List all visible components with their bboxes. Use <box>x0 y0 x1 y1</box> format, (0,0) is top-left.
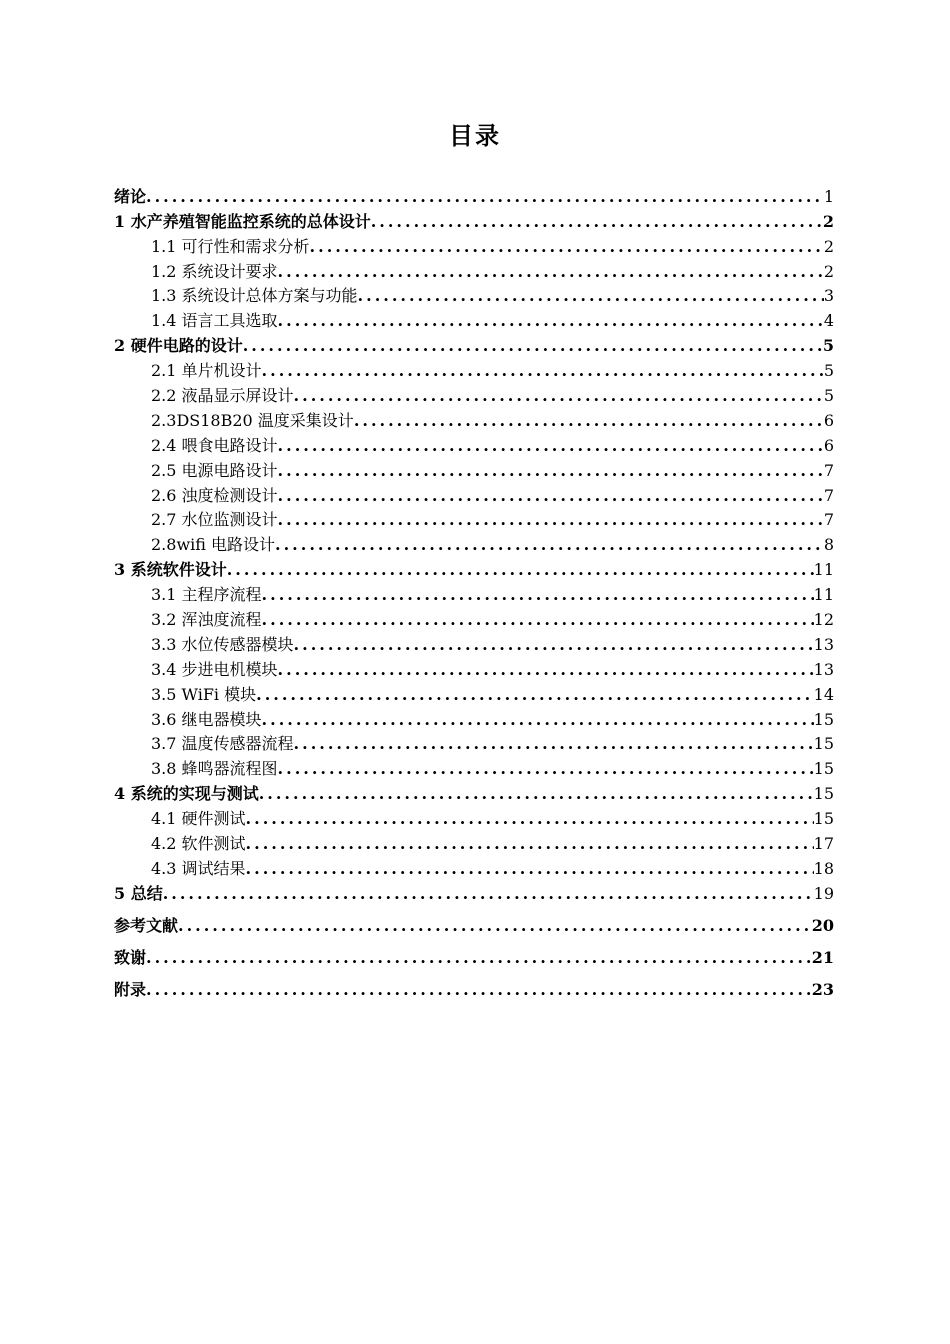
toc-entry[interactable] <box>114 936 834 968</box>
toc-entry[interactable] <box>114 854 834 879</box>
leader-dots <box>246 809 814 829</box>
toc-entry[interactable] <box>114 207 834 232</box>
toc-entry[interactable] <box>114 506 834 531</box>
leader-dots <box>163 884 814 904</box>
toc-label: 3.3 水位传感器模块 <box>151 634 294 654</box>
leader-dots <box>278 510 824 530</box>
toc-entry[interactable] <box>114 730 834 755</box>
toc-label: 附录 <box>114 979 147 999</box>
leader-dots <box>275 535 824 555</box>
leader-dots <box>371 212 823 232</box>
leader-dots <box>278 311 824 331</box>
toc-entry[interactable] <box>114 406 834 431</box>
leader-dots <box>178 916 812 936</box>
toc-label: 2.4 喂食电路设计 <box>151 435 278 455</box>
toc-entry[interactable] <box>114 356 834 381</box>
toc-page-number: 7 <box>823 460 834 480</box>
toc-entry[interactable] <box>114 456 834 481</box>
toc-page-number: 19 <box>813 883 834 903</box>
leader-dots <box>256 685 814 705</box>
toc-entry[interactable] <box>114 680 834 705</box>
toc-page-number: 23 <box>811 979 834 999</box>
leader-dots <box>278 660 814 680</box>
toc-page-number: 14 <box>813 684 834 704</box>
toc-page-number: 21 <box>811 947 834 967</box>
toc-page-number: 8 <box>823 535 834 555</box>
leader-dots <box>146 187 824 207</box>
toc-page-number: 3 <box>823 286 834 306</box>
leader-dots <box>278 436 824 456</box>
toc-entry[interactable] <box>114 331 834 356</box>
toc-label: 1.1 可行性和需求分析 <box>151 236 310 256</box>
toc-page-number: 13 <box>813 659 834 679</box>
toc-page-number: 2 <box>823 236 834 256</box>
toc-entry[interactable] <box>114 630 834 655</box>
toc-label: 3.5 WiFi 模块 <box>151 684 257 704</box>
toc-page-number: 2 <box>822 211 834 231</box>
toc-entry[interactable] <box>114 555 834 580</box>
leader-dots <box>146 948 812 968</box>
toc-label: 3.8 蜂鸣器流程图 <box>151 759 278 779</box>
toc-label: 2.5 电源电路设计 <box>151 460 278 480</box>
toc-label: 1 水产养殖智能监控系统的总体设计 <box>114 211 371 231</box>
toc-entry[interactable] <box>114 381 834 406</box>
toc-entry[interactable] <box>114 431 834 456</box>
toc-page-number: 2 <box>823 261 834 281</box>
toc-page-number: 15 <box>813 709 834 729</box>
leader-dots <box>358 286 824 306</box>
page-title: 目录 <box>449 122 501 150</box>
toc-label: 1.4 语言工具选取 <box>151 311 278 331</box>
leader-dots <box>278 461 824 481</box>
toc-label: 3.7 温度传感器流程 <box>151 734 294 754</box>
toc-page-number: 5 <box>823 386 834 406</box>
toc-page-number: 17 <box>813 834 834 854</box>
toc-page-number: 15 <box>813 784 834 804</box>
toc-label: 4.2 软件测试 <box>151 834 246 854</box>
leader-dots <box>146 980 812 1000</box>
toc-entry[interactable] <box>114 879 834 904</box>
toc-entry[interactable] <box>114 829 834 854</box>
toc-entry[interactable] <box>114 754 834 779</box>
leader-dots <box>246 859 814 879</box>
toc-page-number: 5 <box>823 361 834 381</box>
toc-entry[interactable] <box>114 182 834 207</box>
toc-page-number: 12 <box>813 610 834 630</box>
leader-dots <box>259 784 814 804</box>
toc-page-number: 11 <box>813 560 834 580</box>
toc-page-number: 11 <box>813 585 834 605</box>
toc-entry[interactable] <box>114 257 834 282</box>
toc-page-number: 6 <box>823 410 834 430</box>
leader-dots <box>246 834 814 854</box>
toc-page-number: 13 <box>813 634 834 654</box>
toc-entry[interactable] <box>114 968 834 1000</box>
toc-page-number: 5 <box>822 336 834 356</box>
toc-label: 1.3 系统设计总体方案与功能 <box>151 286 358 306</box>
leader-dots <box>294 734 814 754</box>
leader-dots <box>294 386 824 406</box>
leader-dots <box>278 486 824 506</box>
toc-entry[interactable] <box>114 605 834 630</box>
toc-page-number: 15 <box>813 759 834 779</box>
toc-entry[interactable] <box>114 904 834 936</box>
toc-entry[interactable] <box>114 481 834 506</box>
toc-label: 2.2 液晶显示屏设计 <box>151 386 294 406</box>
leader-dots <box>262 610 814 630</box>
toc-entry[interactable] <box>114 705 834 730</box>
toc-page-number: 1 <box>823 186 834 206</box>
toc-page-number: 4 <box>823 311 834 331</box>
toc-label: 2.1 单片机设计 <box>151 361 262 381</box>
toc-label: 1.2 系统设计要求 <box>151 261 278 281</box>
toc-label: 2 硬件电路的设计 <box>114 336 243 356</box>
toc-label: 4 系统的实现与测试 <box>114 784 259 804</box>
toc-page-number: 15 <box>813 734 834 754</box>
toc-label: 3.2 浑浊度流程 <box>151 610 262 630</box>
toc-entry[interactable] <box>114 306 834 331</box>
toc-label: 4.1 硬件测试 <box>151 809 246 829</box>
leader-dots <box>262 710 814 730</box>
table-of-contents <box>114 182 834 1000</box>
toc-label: 4.3 调试结果 <box>151 858 246 878</box>
toc-entry[interactable] <box>114 580 834 605</box>
leader-dots <box>278 262 824 282</box>
toc-label: 3 系统软件设计 <box>114 560 227 580</box>
leader-dots <box>262 585 814 605</box>
toc-entry[interactable] <box>114 804 834 829</box>
toc-page-number: 20 <box>811 915 834 935</box>
leader-dots <box>354 411 824 431</box>
toc-label: 3.4 步进电机模块 <box>151 659 278 679</box>
toc-entry[interactable] <box>114 655 834 680</box>
leader-dots <box>294 635 814 655</box>
leader-dots <box>310 237 824 257</box>
toc-label: 3.6 继电器模块 <box>151 709 262 729</box>
toc-label: 2.3DS18B20 温度采集设计 <box>151 410 354 430</box>
toc-label: 5 总结 <box>114 883 163 903</box>
leader-dots <box>227 560 814 580</box>
toc-page-number: 15 <box>813 809 834 829</box>
toc-page-number: 7 <box>823 485 834 505</box>
leader-dots <box>262 361 824 381</box>
toc-label: 2.7 水位监测设计 <box>151 510 278 530</box>
leader-dots <box>243 336 823 356</box>
toc-label: 参考文献 <box>114 915 179 935</box>
toc-label: 3.1 主程序流程 <box>151 585 262 605</box>
toc-entry[interactable] <box>114 232 834 257</box>
toc-label: 2.8wifi 电路设计 <box>151 535 276 555</box>
toc-page-number: 18 <box>813 858 834 878</box>
toc-entry[interactable] <box>114 282 834 307</box>
toc-page-number: 6 <box>823 435 834 455</box>
toc-label: 绪论 <box>114 186 147 206</box>
toc-label: 致谢 <box>114 947 147 967</box>
toc-page-number: 7 <box>823 510 834 530</box>
toc-entry[interactable] <box>114 530 834 555</box>
toc-label: 2.6 浊度检测设计 <box>151 485 278 505</box>
leader-dots <box>278 759 814 779</box>
toc-entry[interactable] <box>114 779 834 804</box>
